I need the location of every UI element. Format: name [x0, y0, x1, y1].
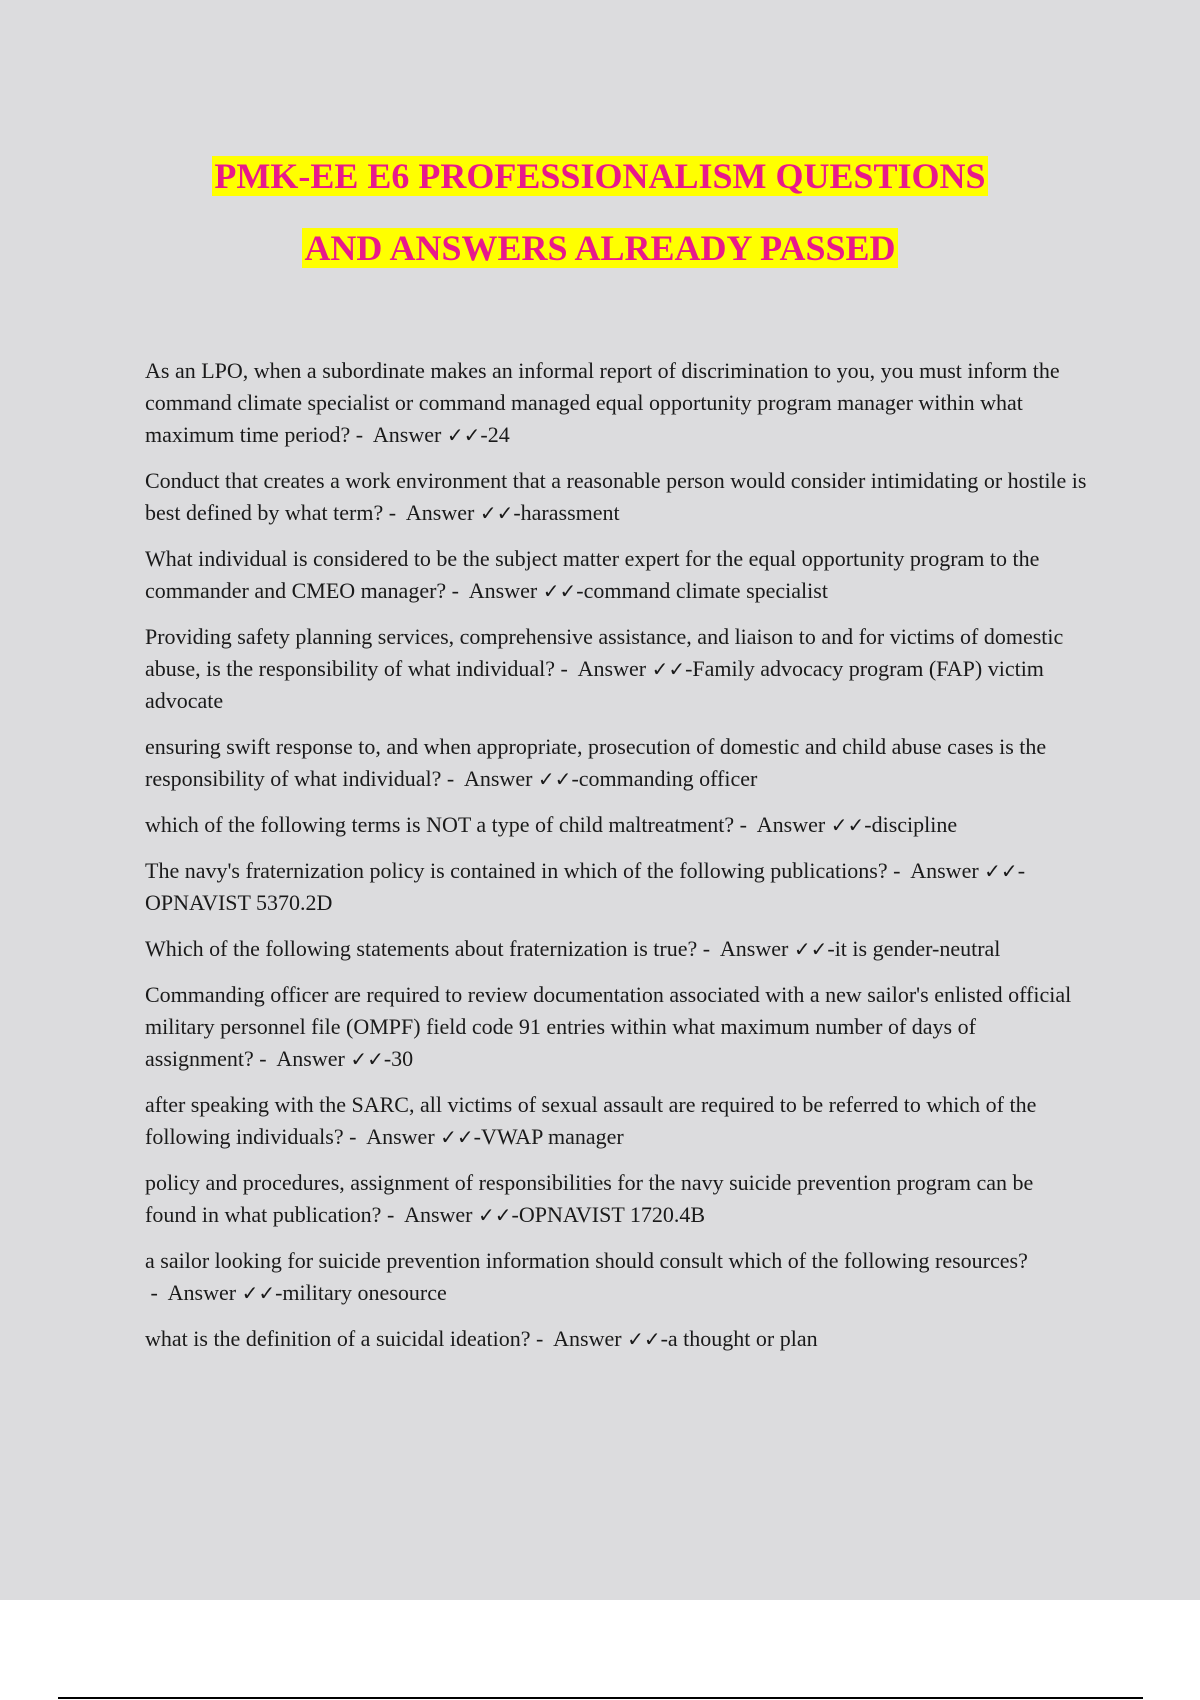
question-text: after speaking with the SARC, all victims of sexual assault are required to be referred to which of the following individuals?: [145, 1092, 1037, 1149]
double-check-icon: ✓✓: [793, 937, 828, 961]
qa-item: a sailor looking for suicide prevention information should consult which of the following resources? - Answer ✓✓-military onesource: [145, 1248, 1028, 1305]
answer-label: Answer: [366, 1124, 435, 1149]
double-check-icon: ✓✓: [537, 767, 572, 791]
question-text: Providing safety planning services, comprehensive assistance, and liaison to and for victims of domestic abuse, is the responsibility of what individual?: [145, 624, 1064, 681]
qa-item: what is the definition of a suicidal ideation? - Answer ✓✓-a thought or plan: [145, 1326, 818, 1351]
answer-label: Answer: [756, 812, 826, 837]
double-check-icon: ✓✓: [350, 1047, 384, 1071]
answer-label: Answer: [276, 1046, 345, 1071]
answer-label: Answer: [404, 1202, 473, 1227]
separator: -: [253, 1046, 277, 1071]
answer-text: command climate specialist: [583, 578, 828, 603]
separator: -: [381, 1202, 405, 1227]
answer-text: a thought or plan: [667, 1326, 818, 1351]
answer-text: OPNAVIST 5370.2D: [145, 890, 333, 915]
qa-item: Conduct that creates a work environment that a reasonable person would consider intimidating or hostile is best defined by what term? - Answer ✓✓-harassment: [145, 468, 1087, 525]
separator: -: [145, 1280, 168, 1305]
title-line-1: PMK-EE E6 PROFESSIONALISM QUESTIONS: [214, 156, 986, 196]
question-text: Conduct that creates a work environment that a reasonable person would consider intimidating or hostile is best defined by what term?: [145, 468, 1087, 525]
separator: -: [446, 578, 469, 603]
answer-label: Answer: [463, 766, 533, 791]
qa-item: which of the following terms is NOT a type of child maltreatment? - Answer ✓✓-discipline: [145, 812, 958, 837]
answer-text: Family advocacy program (FAP) victim advocate: [145, 656, 1044, 713]
double-check-icon: ✓✓: [651, 657, 686, 681]
double-check-icon: ✓✓: [830, 813, 865, 837]
answer-text: it is gender-neutral: [834, 936, 1001, 961]
answer-text: military onesource: [282, 1280, 447, 1305]
double-check-icon: ✓✓: [479, 501, 514, 525]
separator: -: [441, 766, 464, 791]
document-title: [0, 140, 1200, 284]
double-check-icon: ✓✓: [478, 1203, 512, 1227]
double-check-icon: ✓✓: [542, 579, 577, 603]
question-text: What individual is considered to be the subject matter expert for the equal opportunity program to the commander and CMEO manager?: [145, 546, 1040, 603]
answer-text: 24: [487, 422, 510, 447]
separator: -: [555, 656, 578, 681]
answer-text: VWAP manager: [481, 1124, 624, 1149]
answer-label: Answer: [468, 578, 538, 603]
question-text: which of the following terms is NOT a type of child maltreatment?: [145, 812, 735, 837]
answer-label: Answer: [372, 422, 442, 447]
double-check-icon: ✓✓: [440, 1125, 474, 1149]
separator: -: [383, 500, 406, 525]
qa-item: policy and procedures, assignment of responsibilities for the navy suicide prevention program can be found in what publication? - Answer ✓✓-OPNAVIST 1720.4B: [145, 1170, 1034, 1227]
qa-item: Which of the following statements about fraternization is true? - Answer ✓✓-it is gender-neutral: [145, 936, 1001, 961]
question-text: The navy's fraternization policy is contained in which of the following publications?: [145, 858, 888, 883]
question-text: Which of the following statements about fraternization is true?: [145, 936, 698, 961]
answer-label: Answer: [167, 1280, 237, 1305]
answer-text: OPNAVIST 1720.4B: [518, 1202, 706, 1227]
qa-list: [145, 355, 1090, 1369]
answer-text: 30: [391, 1046, 414, 1071]
double-check-icon: ✓✓: [984, 859, 1018, 883]
qa-item: What individual is considered to be the subject matter expert for the equal opportunity program to the commander and CMEO manager? - Answer ✓✓-command climate specialist: [145, 546, 1040, 603]
footer-divider: [58, 1697, 1143, 1699]
separator: -: [734, 812, 757, 837]
qa-item: The navy's fraternization policy is contained in which of the following publications? - Answer ✓✓-OPNAVIST 5370.2D: [145, 858, 1026, 915]
answer-label: Answer: [910, 858, 979, 883]
question-text: As an LPO, when a subordinate makes an informal report of discrimination to you, you must inform the command climate specialist or command managed equal opportunity program manager within what maximum time period?: [145, 358, 1060, 447]
answer-label: Answer: [719, 936, 789, 961]
separator: -: [350, 422, 373, 447]
answer-text: discipline: [871, 812, 958, 837]
title-line-2: AND ANSWERS ALREADY PASSED: [304, 228, 896, 268]
double-check-icon: ✓✓: [446, 423, 481, 447]
question-text: what is the definition of a suicidal ideation?: [145, 1326, 531, 1351]
qa-item: Commanding officer are required to review documentation associated with a new sailor's enlisted official military personnel file (OMPF) field code 91 entries within what maximum number of days of assignment? - Answer ✓✓-30: [145, 982, 1072, 1071]
question-text: ensuring swift response to, and when appropriate, prosecution of domestic and child abuse cases is the responsibility of what individual?: [145, 734, 1047, 791]
qa-item: ensuring swift response to, and when appropriate, prosecution of domestic and child abuse cases is the responsibility of what individual? - Answer ✓✓-commanding officer: [145, 734, 1047, 791]
separator: -: [697, 936, 720, 961]
qa-item: Providing safety planning services, comprehensive assistance, and liaison to and for victims of domestic abuse, is the responsibility of what individual? - Answer ✓✓-Family advocacy program (FAP) victim advocate: [145, 624, 1064, 713]
answer-text: harassment: [520, 500, 620, 525]
double-check-icon: ✓✓: [241, 1281, 276, 1305]
separator: -: [343, 1124, 367, 1149]
answer-label: Answer: [553, 1326, 622, 1351]
question-text: Commanding officer are required to review documentation associated with a new sailor's enlisted official military personnel file (OMPF) field code 91 entries within what maximum number of days of assignment?: [145, 982, 1072, 1071]
answer-label: Answer: [577, 656, 647, 681]
answer-text: commanding officer: [578, 766, 758, 791]
answer-label: Answer: [405, 500, 475, 525]
qa-item: As an LPO, when a subordinate makes an informal report of discrimination to you, you must inform the command climate specialist or command managed equal opportunity program manager within what maximum time period? - Answer ✓✓-24: [145, 358, 1060, 447]
qa-item: after speaking with the SARC, all victims of sexual assault are required to be referred to which of the following individuals? - Answer ✓✓-VWAP manager: [145, 1092, 1037, 1149]
separator: -: [887, 858, 911, 883]
question-text: policy and procedures, assignment of responsibilities for the navy suicide prevention program can be found in what publication?: [145, 1170, 1034, 1227]
separator: -: [530, 1326, 554, 1351]
double-check-icon: ✓✓: [627, 1327, 661, 1351]
question-text: a sailor looking for suicide prevention information should consult which of the following resources?: [145, 1248, 1028, 1273]
